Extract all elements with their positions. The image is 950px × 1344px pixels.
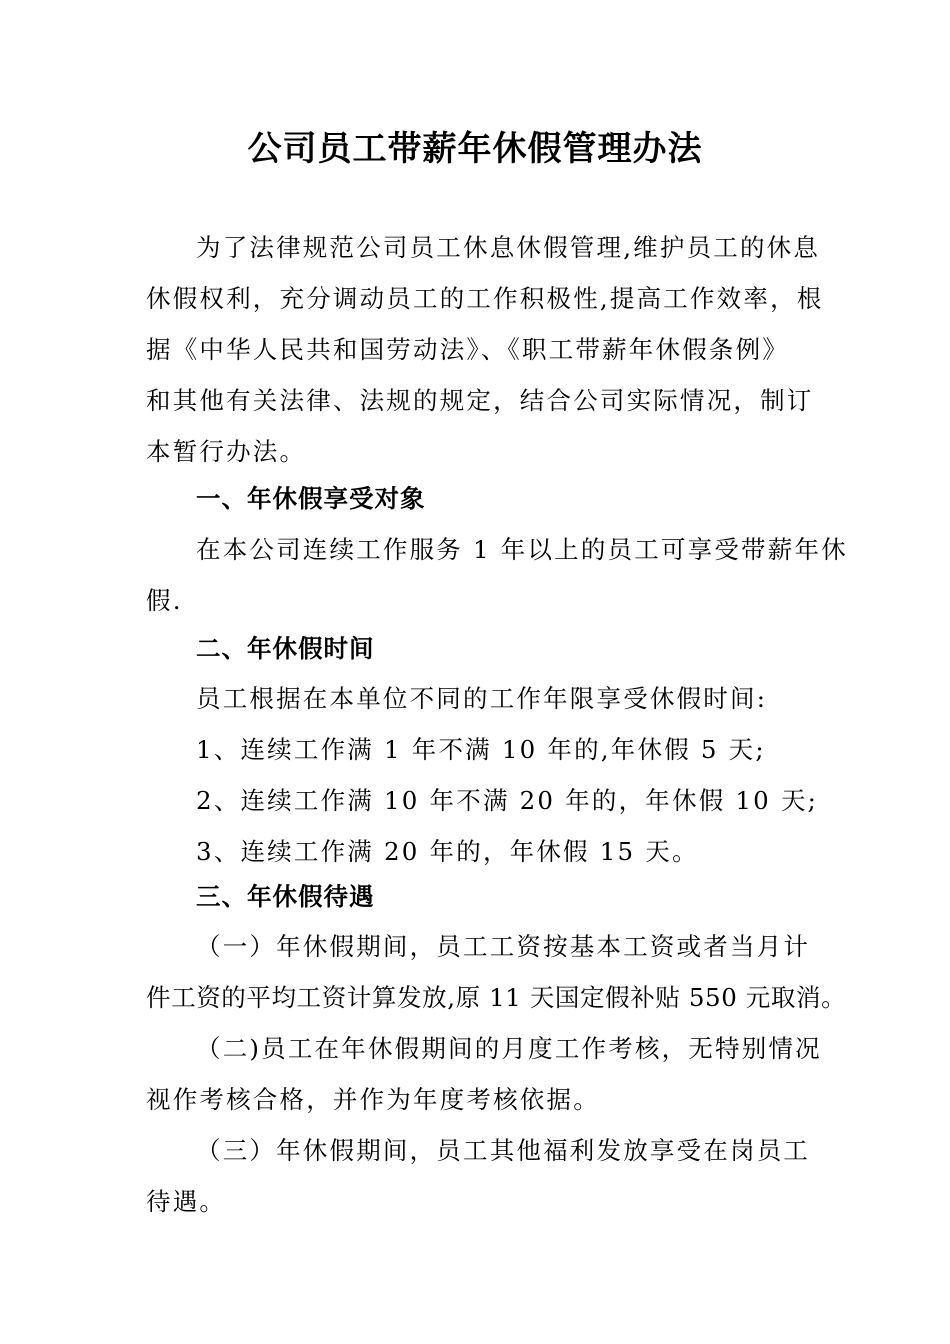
section-line: （三）年休假期间，员工其他福利发放享受在岗员工 [196, 1136, 811, 1165]
section-line: （一）年休假期间，员工工资按基本工资或者当月计 [196, 932, 811, 961]
section-line: 件工资的平均工资计算发放,原 11 天国定假补贴 550 元取消。 [146, 983, 847, 1012]
intro-paragraph [146, 222, 824, 477]
intro-line: 休假权利，充分调动员工的工作积极性,提高工作效率，根 [146, 284, 824, 313]
section-heading-1: 一、年休假享受对象 [196, 484, 426, 513]
section-heading-3: 三、年休假待遇 [196, 882, 375, 911]
section-heading-2: 二、年休假时间 [196, 634, 375, 663]
intro-line: 据《中华人民共和国劳动法》、《职工带薪年休假条例》 [146, 335, 789, 364]
list-item: 1、连续工作满 1 年不满 10 年的,年休假 5 天; [196, 735, 766, 764]
section-line: 员工根据在本单位不同的工作年限享受休假时间: [196, 684, 768, 713]
intro-line: 本暂行办法。 [146, 437, 307, 466]
section-2-list [146, 673, 819, 877]
section-line: 在本公司连续工作服务 1 年以上的员工可享受带薪年休 [196, 535, 848, 564]
intro-line: 和其他有关法律、法规的规定，结合公司实际情况，制订 [146, 386, 814, 415]
section-line: 假. [146, 586, 183, 615]
section-3-paragraphs [146, 921, 847, 1227]
intro-line: 为了法律规范公司员工休息休假管理,维护员工的休息 [196, 233, 821, 262]
section-line: 待遇。 [146, 1187, 227, 1216]
section-line: （二)员工在年休假期间的月度工作考核，无特别情况 [196, 1034, 822, 1063]
section-1-paragraph [146, 524, 848, 626]
list-item: 3、连续工作满 20 年的，年休假 15 天。 [196, 837, 699, 866]
list-item: 2、连续工作满 10 年不满 20 年的，年休假 10 天; [196, 786, 819, 815]
document-title: 公司员工带薪年休假管理办法 [247, 129, 703, 169]
section-line: 视作考核合格，并作为年度考核依据。 [146, 1085, 600, 1114]
